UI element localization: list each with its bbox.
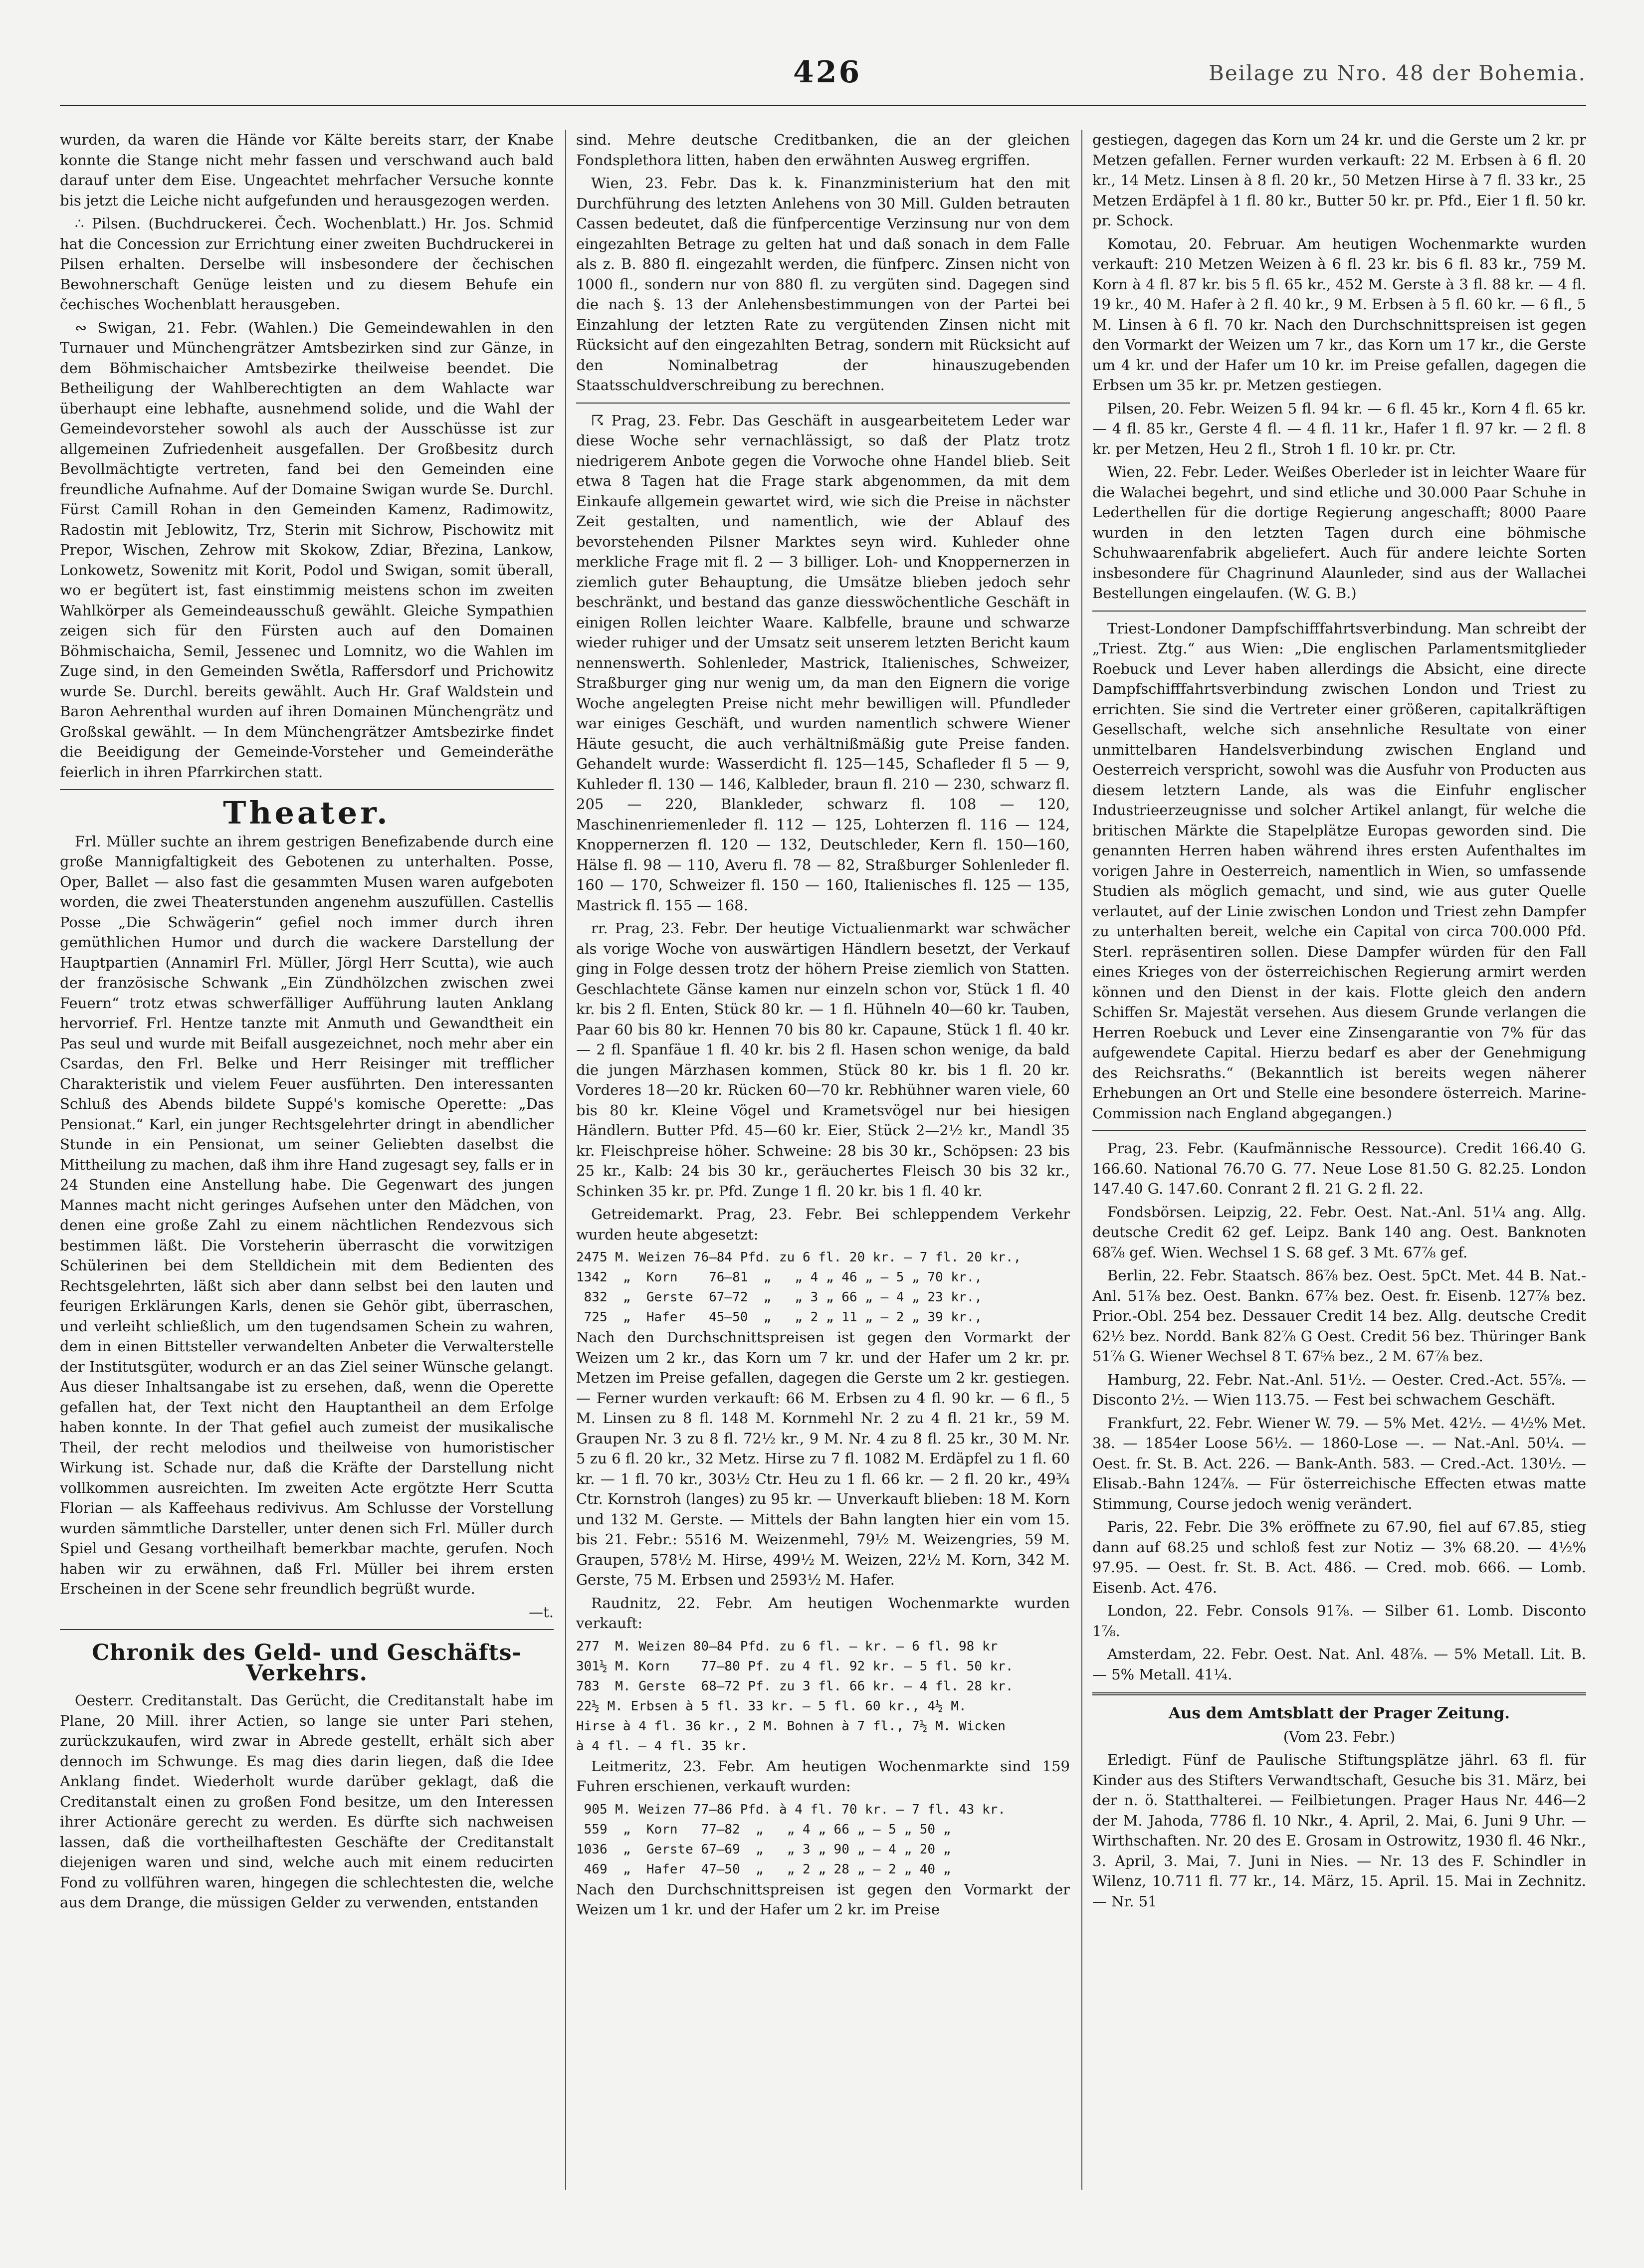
header-rule <box>60 105 1586 106</box>
page-number: 426 <box>793 55 862 90</box>
grain-table-row: 725 „ Hafer 45—50 „ „ 2 „ 11 „ — 2 „ 39 kr., <box>576 1310 982 1325</box>
article-paragraph: wurden, da waren die Hände vor Kälte bereits starr, der Knabe konnte die Stange nicht mehr fassen und verschwand auch bald darauf unter dem Eise. Ungeachtet mehrfacher Versuche konnte bis jetzt die Leiche nicht aufgefunden und herausgezogen werden. <box>60 131 554 209</box>
raudnitz-table-row: 22½ M. Erbsen à 5 fl. 33 kr. — 5 fl. 60 kr., 4½ M. <box>576 1698 967 1714</box>
chronik-heading: Chronik des Geld- und Geschäfts-Verkehrs. <box>92 1640 522 1686</box>
raudnitz-table-row: à 4 fl. — 4 fl. 35 kr. <box>576 1738 748 1754</box>
grain-table-row: 832 „ Gerste 67—72 „ „ 3 „ 66 „ — 4 „ 23 kr., <box>576 1290 982 1305</box>
section-rule <box>1092 1130 1586 1131</box>
section-rule <box>1092 1692 1586 1695</box>
article-leipzig: Fondsbörsen. Leipzig, 22. Febr. Oest. Nat.-Anl. 51¼ ang. Allg. deutsche Credit 62 gef. Leipz. Bank 140 ang. Oest. Banknoten 68⅞ gef. Wien. Wechsel 1 S. 68 gef. 3 Mt. 67⅞ gef. <box>1092 1203 1586 1261</box>
raudnitz-table-row: 277 M. Weizen 80—84 Pfd. zu 6 fl. — kr. — 6 fl. 98 kr <box>576 1639 998 1654</box>
amtsblatt-heading: Aus dem Amtsblatt der Prager Zeitung. <box>1168 1704 1510 1722</box>
article-creditanstalt: Oesterr. Creditanstalt. Das Gerücht, die Creditanstalt habe im Plane, 20 Mill. ihrer Actien, so lange sie unter Pari stehen, zurückzukaufen, wird zwar in Abrede gestellt, erhält sich aber dennoch im Schwunge. Es mag dies darin liegen, daß die Idee Anklang findet. Wiederholt wurde darüber geklagt, daß die Creditanstalt einen zu großen Fond besitze, um den Interessen ihrer Actionäre gerecht zu werden. Es dürfte sich nachweisen lassen, daß die vortheilhaftesten Geschäfte der Creditanstalt diejenigen waren und sind, welche auch mit einem reducirten Fond zu vollführen waren, hingegen die schlechtesten die, welche aus dem Drange, die müssigen Gelder zu verwenden, entstanden <box>60 1692 554 1911</box>
author-signature: —t. <box>529 1603 554 1621</box>
article-amtsblatt: Erledigt. Fünf de Paulische Stiftungsplätze jährl. 63 fl. für Kinder aus des Stifters Verwandtschaft, Gesuche bis 31. März, bei der n. ö. Statthalterei. — Feilbietungen. Prager Haus Nr. 446—2 der M. Jahoda, 7786 fl. 10 Nkr., 4. April, 2. Mai, 6. Juni 9 Uhr. — Wirthschaften. Nr. 20 des E. Grosam in Ostrowitz, 1930 fl. 46 Nkr., 3. April, 3. Mai, 7. Juni in Nies. — Nr. 13 des F. Schindler in Wilenz, 10.711 fl. 77 kr., 14. März, 15. April. 15. Mai in Zechnitz. — Nr. 51 <box>1092 1751 1586 1910</box>
grain-table-row: 2475 M. Weizen 76—84 Pfd. zu 6 fl. 20 kr. — 7 fl. 20 kr., <box>576 1250 1022 1265</box>
column-2 <box>576 130 1070 2195</box>
column-1 <box>60 130 554 2195</box>
article-komotau: Komotau, 20. Februar. Am heutigen Wochenmarkte wurden verkauft: 210 Metzen Weizen à 6 fl. 23 kr. bis 6 fl. 83 kr., 759 M. Korn à 4 fl. 87 kr. bis 5 fl. 65 kr., 452 M. Gerste à 3 fl. 88 kr. — 4 fl. 19 kr., 40 M. Hafer à 2 fl. 40 kr., 9 M. Erbsen à 5 fl. 60 kr. — 6 fl., 5 M. Linsen à 6 fl. 70 kr. Nach den Durchschnittspreisen ist gegen den Vormarkt der Weizen um 7 kr., das Korn um 17 kr., die Gerste um 4 kr. und der Hafer um 10 kr. im Preise gefallen, dagegen die Erbsen um 35 kr. pr. Metzen gestiegen. <box>1092 235 1586 394</box>
raudnitz-table-row: Hirse à 4 fl. 36 kr., 2 M. Bohnen à 7 fl., 7½ M. Wicken <box>576 1718 1006 1734</box>
amtsblatt-date: (Vom 23. Febr.) <box>1283 1728 1396 1745</box>
article-prag-exchange: Prag, 23. Febr. (Kaufmännische Ressource). Credit 166.40 G. 166.60. National 76.70 G. 77. Neue Lose 81.50 G. 82.25. London 147.40 G. 147.60. Conrant 2 fl. 21 G. 2 fl. 22. <box>1092 1140 1586 1197</box>
article-grain-market: Nach den Durchschnittspreisen ist gegen den Vormarkt der Weizen um 2 kr., das Korn um 7 kr. und der Hafer um 2 kr. pr. Metzen im Preise gefallen, dagegen die Gerste um 2 kr. gestiegen. — Ferner wurden verkauft: 66 M. Erbsen zu 4 fl. 90 kr. — 6 fl., 5 M. Linsen zu 8 fl. 148 M. Kornmehl Nr. 2 zu 4 fl. 21 kr., 59 M. Graupen Nr. 3 zu 8 fl. 72½ kr., 9 M. Nr. 4 zu 8 fl. 25 kr., 30 M. Nr. 5 zu 6 fl. 20 kr., 32 Metz. Hirse zu 7 fl. 1082 M. Erdäpfel zu 1 fl. 60 kr. — 1 fl. 70 kr., 303½ Ctr. Heu zu 1 fl. 66 kr. — 2 fl. 20 kr., 49¾ Ctr. Kornstroh (langes) zu 95 kr. — Unverkauft blieben: 18 M. Korn und 132 M. Gerste. — Mittels der Bahn langten hier ein vom 15. bis 21. Febr.: 5516 M. Weizenmehl, 79½ M. Weizengries, 59 M. Graupen, 578½ M. Hirse, 499½ M. Weizen, 22½ M. Korn, 342 M. Gerste, 75 M. Erbsen und 2593½ M. Hafer. <box>576 1329 1070 1588</box>
section-rule <box>60 1629 554 1630</box>
article-wien-leather: Wien, 22. Febr. Leder. Weißes Oberleder ist in leichter Waare für die Walachei begehrt, und sind etliche und 30.000 Paar Schuhe in Lederthellen für die dortige Regierung angeschafft; 8000 Paare wurden in den letzten Tagen durch eine böhmische Schuhwaarenfabrik abgeliefert. Auch für andere leichte Sorten insbesondere für Chagrinund Alaunleder, sind aus der Wallachei Bestellungen eingelaufen. (W. G. B.) <box>1092 463 1586 602</box>
section-rule <box>60 789 554 790</box>
article-london: London, 22. Febr. Consols 91⅞. — Silber 61. Lomb. Disconto 1⅞. <box>1092 1602 1586 1640</box>
theater-review: Frl. Müller suchte an ihrem gestrigen Benefizabende durch eine große Mannigfaltigkeit des Gebotenen zu unterhalten. Posse, Oper, Ballet — also fast die gesammten Musen waren aufgeboten worden, die zwei Theaterstunden angenehm auszufüllen. Castellis Posse „Die Schwägerin“ gefiel noch immer durch ihren gemüthlichen Humor und durch die wackere Darstellung der Hauptpartien (Annamirl Frl. Müller, Jörgl Herr Scutta), wie auch der französische Schwank „Ein Zündhölzchen zwischen zwei Feuern“ trotz etwas schwerfälliger Aufführung lauten Anklang hervorrief. Frl. Hentze tanzte mit Anmuth und Gewandtheit ein Pas seul und wurde mit Beifall ausgezeichnet, noch mehr aber ein Csardas, den Frl. Belke und Herr Reisinger mit trefflicher Charakteristik und vielem Feuer ausführten. Den interessanten Schluß des Abends bildete Suppé's komische Operette: „Das Pensionat.“ Karl, ein junger Rechtsgelehrter dringt in abendlicher Stunde in ein Pensionat, um seiner Geliebten daselbst die Mittheilung zu machen, daß ihm ihre Hand zugesagt sey, falls er in 24 Stunden eine Anstellung habe. Die Gegenwart des jungen Mannes macht nicht geringes Aufsehen unter den Mädchen, von denen eine große Zahl zu einem nächtlichen Rendezvous sich bestimmen läßt. Die Vorsteherin überrascht die vorwitzigen Schülerinen bei dem Stelldichein mit dem Bedienten des Rechtsgelehrten, läßt sich aber dann selbst bei den lauten und feurigen Erklärungen Karls, denen sie Gehör gibt, überraschen, und verleiht schließlich, um den tugendsamen Schein zu wahren, dem in einen Bittsteller verwandelten Anbeter die Verwalterstelle der Institutsgüter, wodurch er an das Ziel seiner Wünsche gelangt. Aus dieser Inhaltsangabe ist zu ersehen, daß, wenn die Operette gefallen hat, der Text nicht den Hauptantheil an dem Erfolge haben konnte. In der That gefiel auch zumeist der musikalische Theil, der recht melodios und theilweise von humoristischer Wirkung ist. Schade nur, daß die Kräfte der Darstellung nicht vollkommen ausreichten. Im zweiten Acte ergötzte Herr Scutta Florian — als Kaffeehaus redivivus. Am Schlusse der Vorstellung wurden sämmtliche Darsteller, unter denen sich Frl. Müller durch Spiel und Gesang vortheilhaft bemerkbar machte, gerufen. Noch haben wir zu erwähnen, daß Frl. Müller bei ihrem ersten Erscheinen in der Scene sehr freundlich begrüßt wurde. <box>60 832 554 1597</box>
theater-heading: Theater. <box>223 795 391 831</box>
article-leitmeritz: Nach den Durchschnittspreisen ist gegen den Vormarkt der Weizen um 1 kr. und der Hafer um 2 kr. im Preise <box>576 1880 1070 1918</box>
section-rule <box>576 403 1070 404</box>
section-rule <box>1092 611 1586 612</box>
raudnitz-table-row: 301½ M. Korn 77—80 Pf. zu 4 fl. 92 kr. — 5 fl. 50 kr. <box>576 1658 1014 1674</box>
leitmeritz-table-row: 559 „ Korn 77—82 „ „ 4 „ 66 „ — 5 „ 50 „ <box>576 1822 951 1837</box>
article-amsterdam: Amsterdam, 22. Febr. Oest. Nat. Anl. 48⅞. — 5% Metall. Lit. B. — 5% Metall. 41¼. <box>1092 1646 1586 1683</box>
column-divider <box>1081 130 1082 2190</box>
supplement-title: Beilage zu Nro. 48 der Bohemia. <box>1209 61 1586 85</box>
article-berlin: Berlin, 22. Febr. Staatsch. 86⅞ bez. Oest. 5pCt. Met. 44 B. Nat.-Anl. 51⅞ bez. Oest. Bankn. 67⅞ bez. Oest. fr. Eisenb. 127⅞ bez. Prior.-Obl. 254 bez. Dessauer Credit 14 bez. Allg. deutsche Credit 62½ bez. Nordd. Bank 82⅞ G Oest. Credit 56 bez. Thüringer Bank 51⅞ G. Wiener Wechsel 8 T. 67⅝ bez., 2 M. 67⅞ bez. <box>1092 1267 1586 1365</box>
article-paragraph: sind. Mehre deutsche Creditbanken, die an der gleichen Fondsplethora litten, haben den erwähnten Ausweg ergriffen. <box>576 131 1070 169</box>
article-wien-finance: Wien, 23. Febr. Das k. k. Finanzministerium hat den mit Durchführung des letzten Anlehens von 30 Mill. Gulden betrauten Cassen bedeutet, daß die fünfpercentige Verzinsung nur von dem eingezahlten Betrage zu gelten hat und daß sonach in dem Falle als z. B. 880 fl. eingezahlt werden, die fünfperc. Zinsen nicht von 1000 fl., sondern nur von 880 fl. zu vergüten sind. Dagegen sind die nach §. 13 der Anlehensbestimmungen von der Partei bei Einzahlung der letzten Rate zu vergütenden Zinsen nicht mit Rücksicht auf den eingezahlten Betrag, sondern mit Rücksicht auf den Nominalbetrag der hinauszugebenden Staatsschuldverschreibung zu berechnen. <box>576 175 1070 394</box>
grain-table-row: 1342 „ Korn 76—81 „ „ 4 „ 46 „ — 5 „ 70 kr., <box>576 1270 982 1285</box>
article-frankfurt: Frankfurt, 22. Febr. Wiener W. 79. — 5% Met. 42½. — 4½% Met. 38. — 1854er Loose 56½. — 1860-Lose —. — Nat.-Anl. 50¼. — Oest. fr. St. B. Act. 226. — Bank-Anth. 583. — Cred.-Act. 130½. — Elisab.-Bahn 124⅞. — Für österreichische Effecten etwas matte Stimmung, Course jedoch wenig verändert. <box>1092 1414 1586 1512</box>
article-pilsen-prices: Pilsen, 20. Febr. Weizen 5 fl. 94 kr. — 6 fl. 45 kr., Korn 4 fl. 65 kr. — 4 fl. 85 kr., Gerste 4 fl. — 4 fl. 11 kr., Hafer 1 fl. 97 kr. — 2 fl. 8 kr. per Metzen, Heu 2 fl., Stroh 1 fl. 10 kr. pr. Ctr. <box>1092 400 1586 457</box>
article-triest-london: Triest-Londoner Dampfschifffahrtsverbindung. Man schreibt der „Triest. Ztg.“ aus Wien: „Die englischen Parlamentsmitglieder Roebuck und Lever haben allerdings die Absicht, eine directe Dampfschifffahrtsverbindung zwischen London und Triest zu errichten. Sie sind die Vertreter einer größeren, capitalkräftigen Gesellschaft, welche sich ansehnliche Resultate von einer unmittelbaren Handelsverbindung zwischen England und Oesterreich verspricht, sowohl was die Ausfuhr von Producten aus diesem letztern Lande, als was die Einfuhr englischer Industrieerzeugnisse und solcher Artikel anlangt, für welche die britischen Märkte die Stapelplätze Europas geworden sind. Die genannten Herren haben während ihres ersten Aufenthaltes im vorigen Jahre in Oesterreich, namentlich in Wien, so umfassende Studien als möglich gemacht, und sind, wie aus guter Quelle verlautet, auf der Linie zwischen London und Triest zehn Dampfer zu unterhalten bereit, welche ein Capital von circa 700.000 Pfd. Sterl. repräsentiren sollen. Diese Dampfer würden für den Fall eines Krieges von der österreichischen Regierung armirt werden können und den Dienst in der kais. Flotte gleich den andern Schiffen Sr. Majestät versehen. Aus diesem Grunde verlangen die Herren Roebuck und Lever eine Zinsengarantie von 7% für das aufgewendete Capital. Hierzu bedarf es aber der Genehmigung des Reichsraths.“ (Bekanntlich ist bereits wegen näherer Erhebungen an Ort und Stelle eine besondere österreich. Marine-Commission nach England abgegangen.) <box>1092 619 1586 1122</box>
leitmeritz-table-row: 1036 „ Gerste 67—69 „ „ 3 „ 90 „ — 4 „ 20 „ <box>576 1842 951 1857</box>
article-swigan-elections: ∾ Swigan, 21. Febr. (Wahlen.) Die Gemeindewahlen in den Turnauer und Münchengrätzer Amtsbezirken sind zur Gänze, in dem Böhmischaicher Amtsbezirke theilweise beendet. Die Betheiligung der Wahlberechtigten an dem Wahlacte war überhaupt eine lebhafte, ausnehmend solide, und die Wahl der Gemeindevorsteher sowohl als auch der Ausschüsse ist zur allgemeinen Zufriedenheit ausgefallen. Der Großbesitz durch Bevollmächtigte vertreten, fand bei den Gemeinden eine freundliche Aufnahme. Auf der Domaine Swigan wurde Se. Durchl. Fürst Camill Rohan in den Gemeinden Kamenz, Radimowitz, Radostin mit Jeblowitz, Trz, Sterin mit Sichrow, Pischowitz mit Prepor, Wischen, Zehrow mit Skokow, Zdiar, Březina, Lankow, Lonkowetz, Sowenitz mit Korit, Podol und Swigan, somit überall, wo er begütert ist, fast einstimmig meistens schon im zweiten Wahlkörper als Gemeindeausschuß gewählt. Gleiche Sympathien zeigen sich für den Fürsten auch auf den Domainen Böhmischaicha, Semil, Jessenec und Lomnitz, wo die Wahlen im Zuge sind, in den Gemeinden Swětla, Raffersdorf und Prichowitz wurde Se. Durchl. bereits gewählt. Auch Hr. Graf Waldstein und Baron Aehrenthal wurden auf ihren Domainen Münchengrätz und Großskal gewählt. — In dem Münchengrätzer Amtsbezirke findet die Beeidigung der Gemeinde-Vorsteher und Gemeinderäthe feierlich in ihren Pfarrkirchen statt. <box>60 319 554 781</box>
newspaper-page <box>60 55 1586 2215</box>
leitmeritz-table-row: 469 „ Hafer 47—50 „ „ 2 „ 28 „ — 2 „ 40 „ <box>576 1861 951 1877</box>
column-3 <box>1092 130 1586 2195</box>
column-divider <box>565 130 566 2190</box>
article-leitmeritz-head: Leitmeritz, 23. Febr. Am heutigen Wochenmarkte sind 159 Fuhren erschienen, verkauft wurden: <box>576 1757 1070 1795</box>
article-grain-market-head: Getreidemarkt. Prag, 23. Febr. Bei schleppendem Verkehr wurden heute abgesetzt: <box>576 1206 1070 1243</box>
article-prag-leather: ☈ Prag, 23. Febr. Das Geschäft in ausgearbeitetem Leder war diese Woche sehr vernachlässigt, so daß der Platz trotz niedrigerem Anbote gegen die Vorwoche ohne Handel blieb. Seit etwa 8 Tagen hat die Frage stark abgenommen, da mit dem Einkaufe allgemein gewartet wird, wie sich die Preise in nächster Zeit gestalten, und namentlich, wie der Ablauf des bevorstehenden Pilsner Marktes seyn wird. Kuhleder ohne merkliche Frage mit fl. 2 — 3 billiger. Loh- und Knoppernerzen in ziemlich guter Behauptung, die Umsätze blieben jedoch sehr beschränkt, und bestand das ganze diesswöchentliche Geschäft in einigen Rollen leichter Waare. Kalbfelle, braune und schwarze wieder ruhiger und der Umsatz seit unserem letzten Bericht kaum nennenswerth. Sohlenleder, Mastrick, Italienisches, Schweizer, Straßburger ging nur wenig um, da man den Eignern die vorige Woche angelegten Preise nicht mehr bewilligen will. Pfundleder war einiges Geschäft, und wurden namentlich schwere Wiener Häute gesucht, die auch verhältnißmäßig gute Preise fanden. Gehandelt wurde: Wasserdicht fl. 125—145, Schafleder fl 5 — 9, Kuhleder fl. 130 — 146, Kalbleder, braun fl. 210 — 230, schwarz fl. 205 — 220, Blankleder, schwarz fl. 108 — 120, Maschinenriemenleder fl. 112 — 125, Lohterzen fl. 116 — 124, Knoppernerzen fl. 120 — 132, Deutschleder, Kern fl. 150—160, Hälse fl. 98 — 110, Averu fl. 78 — 82, Straßburger Sohlenleder fl. 160 — 170, Schweizer fl. 150 — 160, Italienisches fl. 125 — 135, Mastrick fl. 155 — 168. <box>576 412 1070 914</box>
article-raudnitz-head: Raudnitz, 22. Febr. Am heutigen Wochenmarkte wurden verkauft: <box>576 1594 1070 1632</box>
raudnitz-table-row: 783 M. Gerste 68—72 Pf. zu 3 fl. 66 kr. — 4 fl. 28 kr. <box>576 1678 1014 1694</box>
running-head <box>60 55 1586 100</box>
article-hamburg: Hamburg, 22. Febr. Nat.-Anl. 51½. — Oester. Cred.-Act. 55⅞. — Disconto 2½. — Wien 113.75. — Fest bei schwachem Geschäft. <box>1092 1371 1586 1408</box>
article-paris: Paris, 22. Febr. Die 3% eröffnete zu 67.90, fiel auf 67.85, stieg dann auf 68.25 und schloß fest zur Notiz — 3% 68.20. — 4½% 97.95. — Oest. fr. St. B. Act. 486. — Cred. mob. 666. — Lomb. Eisenb. Act. 476. <box>1092 1518 1586 1596</box>
article-pilsen-press: ∴ Pilsen. (Buchdruckerei. Čech. Wochenblatt.) Hr. Jos. Schmid hat die Concession zur Errichtung einer zweiten Buchdruckerei in Pilsen erhalten. Derselbe will insbesondere der čechischen Bewohnerschaft Genüge leisten und zu diesem Behufe ein čechisches Wochenblatt herausgeben. <box>60 215 554 313</box>
article-prag-victuals: rr. Prag, 23. Febr. Der heutige Victualienmarkt war schwächer als vorige Woche von auswärtigen Händlern besetzt, der Verkauf ging in Folge dessen trotz der höhern Preise ziemlich von Statten. Geschlachtete Gänse kamen nur einzeln schon vor, Stück 1 fl. 40 kr. bis 2 fl. Enten, Stück 80 kr. — 1 fl. Hühneln 40—60 kr. Tauben, Paar 60 bis 80 kr. Hennen 70 bis 80 kr. Capaune, Stück 1 fl. 40 kr. — 2 fl. Spanfäue 1 fl. 40 kr. bis 2 fl. Hasen schon wenige, da bald die jungen Märzhasen kommen, Stück 80 kr. bis 1 fl. 20 kr. Vorderes 18—20 kr. Rücken 60—70 kr. Rebhühner waren viele, 60 bis 80 kr. Kleine Vögel und Krametsvögel nur bei hiesigen Händlern. Butter Pfd. 45—60 kr. Eier, Stück 2—2½ kr., Mandl 35 kr. Fleischpreise höher. Schweine: 28 bis 30 kr., Schöpsen: 23 bis 25 kr., Kalb: 24 bis 30 kr., geräuchertes Fleisch 30 bis 32 kr., Schinken 35 kr. pr. Pfd. Zunge 1 fl. 20 kr. bis 1 fl. 40 kr. <box>576 920 1070 1200</box>
article-paragraph: gestiegen, dagegen das Korn um 24 kr. und die Gerste um 2 kr. pr Metzen gefallen. Ferner wurden verkauft: 22 M. Erbsen à 6 fl. 20 kr., 14 Metz. Linsen à 8 fl. 20 kr., 50 Metzen Hirse à 7 fl. 33 kr., 25 Metzen Erdäpfel à 1 fl. 80 kr., Butter 50 kr. pr. Pfd., Eier 1 fl. 50 kr. pr. Schock. <box>1092 131 1586 229</box>
leitmeritz-table-row: 905 M. Weizen 77—86 Pfd. à 4 fl. 70 kr. — 7 fl. 43 kr. <box>576 1802 1006 1817</box>
